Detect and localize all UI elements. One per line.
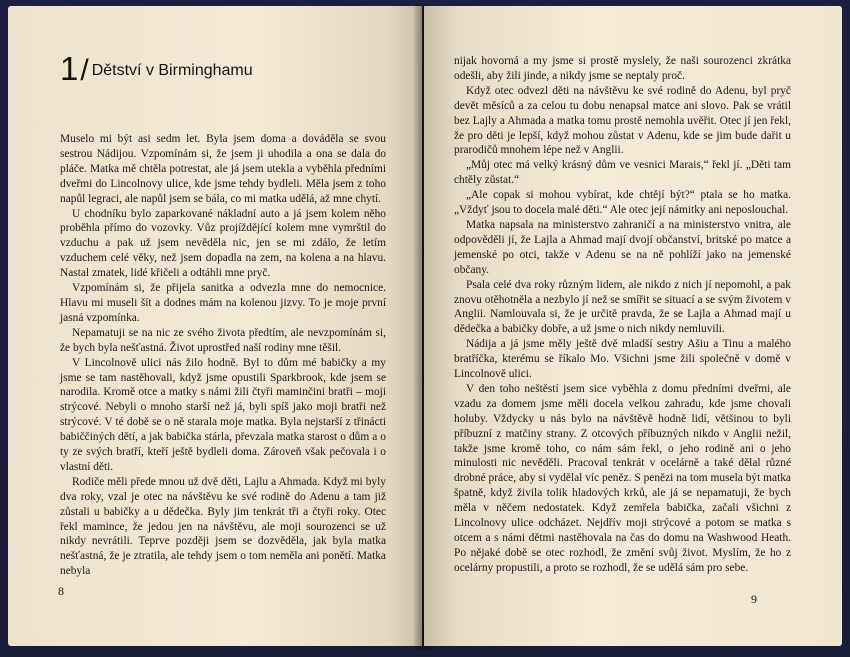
paragraph: „Můj otec má velký krásný dům ve vesnici Marais,“ řekl jí. „Děti tam chtěly zůstat.“ xyxy=(454,159,791,187)
paragraph: Muselo mi být asi sedm let. Byla jsem doma a dováděla se svou sestrou Nádijou. Vzpomínám si, že jsem ji uhodila a ona se dala do pláče. Matka mě chtěla potrestat, ale já jsem utekla a vyběhla předními dveřmi do Lincolnovy ulice, kde jsme tehdy bydleli. Měla jsem z toho napůl legraci, ale napůl jsem se bála, co mi matka udělá, až mne chytí. xyxy=(60,133,386,205)
chapter-heading xyxy=(60,50,253,88)
paragraph: Když otec odvezl děti na návštěvu ke své rodině do Adenu, byl pryč devět měsíců a za celou tu dobu nenapsal matce ani slovo. Pak se vrátil bez Lajly a Ahmada a matka tomu prostě nemohla uvěřit. Otec jí jen řekl, že pro děti je lepší, když mohou zůstat v Adenu, kde se jim bude dařit u prarodičů mnohem lépe než v Anglii. xyxy=(454,84,791,157)
paragraph: „Ale copak si mohou vybírat, kde chtějí být?“ ptala se ho matka. „Vždyť jsou to docela malé děti.“ Ale otec její námitky ani neposlouchal. xyxy=(454,189,791,217)
paragraph: Matka napsala na ministerstvo zahraničí a na ministerstvo vnitra, ale odpověděli jí, že Lajla a Ahmad mají dvojí občanství, britské po matce a jemenské po otci, takže v Adenu se na ně pohlíží jako na jemenské občany. xyxy=(454,218,791,276)
left-page xyxy=(8,6,422,646)
paragraph: Psala celé dva roky různým lidem, ale nikdo z nich jí nepomohl, a pak znovu otěhotněla a nezbylo jí než se smířit se situací a se svým životem v Anglii. Namlouvala si, že je určitě pravda, že se Lajla a Ahmad mají u dědečka a babičky dobře, a už jsme o nich nikdy nemluvili. xyxy=(454,278,791,336)
paragraph: U chodníku bylo zaparkované nákladní auto a já jsem kolem něho proběhla přímo do vozovky. Vůz projíždějící kolem mne vymrštil do vzduchu a pak už jsem nevěděla nic, jen se mi zdálo, že letím vzduchem celé věky, než jsem dopadla na zem, na kolena a na hlavu. Nastal zmatek, lidé křičeli a odtáhli mne pryč. xyxy=(60,207,386,280)
right-page xyxy=(424,6,842,646)
right-page-text xyxy=(454,54,791,576)
paragraph: V den toho neštěstí jsem sice vyběhla z domu předními dveřmi, ale vzadu za domem jsme měli docela velkou zahradu, kde jsme chovali holuby. Vždycky u nás bylo na návštěvě hodně lidí, většinou to byli příbuzní z matčiny strany. Z otcových příbuzných nikdo v Anglii nežil, takže jsme kromě toho, co nám sám řekl, o jeho rodině ani o jeho minulosti nic nevěděli. Pracoval tenkrát v ocelárně a také dělal různé drobné práce, aby si vydělal víc peněz. S penězi na tom musela být matka špatně, když živila tolik hladových krků, ale já se nepamatuji, že bych měla v něčem nedostatek. Když zemřela babička, začali všichni z Lincolnovy ulice odcházet. Nejdřív moji strýcové a potom se matka s otcem a s námi dětmi nastěhovala na čas do domu na Washwood Heath. Po nějaké době se otec rozhodl, že změní svůj život. Myslím, že ho z ocelárny propustili, a proto se rozhodl, že se udělá sám pro sebe. xyxy=(454,382,791,574)
paragraph: nijak hovorná a my jsme si prostě myslely, že naši sourozenci zkrátka odešli, aby žili jinde, a nikdy jsme se neptaly proč. xyxy=(454,55,791,82)
paragraph: Rodiče měli přede mnou už dvě děti, Lajlu a Ahmada. Když mi byly dva roky, vzal je otec na návštěvu ke své rodině do Adenu a tam již zůstali u babičky a u dědečka. Byly jim tenkrát tři a čtyři roky. Otec řekl mamince, že jedou jen na návštěvu, ale moji sourozenci se už nikdy nevrátili. Teprve později jsem se dozvěděla, jak byla matka nešťastná, že je ztratila, ale tehdy jsem o tom neměla ani ponětí. Matka nebyla xyxy=(60,475,386,578)
paragraph: V Lincolnově ulici nás žilo hodně. Byl to dům mé babičky a my jsme se tam nastěhovali, když jsme opustili Sparkbrook, kde jsem se narodila. Kromě otce a matky s námi žili čtyři maminčini bratři – moji strýcové. Nebyli o mnoho starší než já, byli spíš jako moji bratři než strýcové. V té době se o ně starala moje matka. Byla nejstarší z třinácti babiččiných dětí, a jak babička stárla, převzala matka starost o dům a o ty ze svých bratří, kteří ještě bydleli doma. Zároveň však pečovala i o vlastní děti. xyxy=(60,356,386,473)
paragraph: Nepamatuji se na nic ze svého života předtím, ale nevzpomínám si, že bych byla nešťastná. Život uprostřed naší rodiny mne těšil. xyxy=(60,326,386,354)
chapter-title: Dětství v Birminghamu xyxy=(91,62,253,79)
page-number-right: 9 xyxy=(751,592,757,606)
paragraph: Vzpomínám si, že přijela sanitka a odvezla mne do nemocnice. Hlavu mi museli šít a dodnes mám na kolenou jizvy. To je moje první jasná vzpomínka. xyxy=(60,282,386,324)
chapter-slash: / xyxy=(80,54,89,87)
chapter-number: 1 xyxy=(60,50,80,87)
left-page-text xyxy=(60,132,386,579)
page-number-left: 8 xyxy=(58,584,64,598)
paragraph: Nádija a já jsme měly ještě dvě mladší sestry Ašiu a Tinu a malého bratříčka, kterému se říkalo Mo. Všichni jsme žili společně v domě v Lincolnově ulici. xyxy=(454,338,791,381)
